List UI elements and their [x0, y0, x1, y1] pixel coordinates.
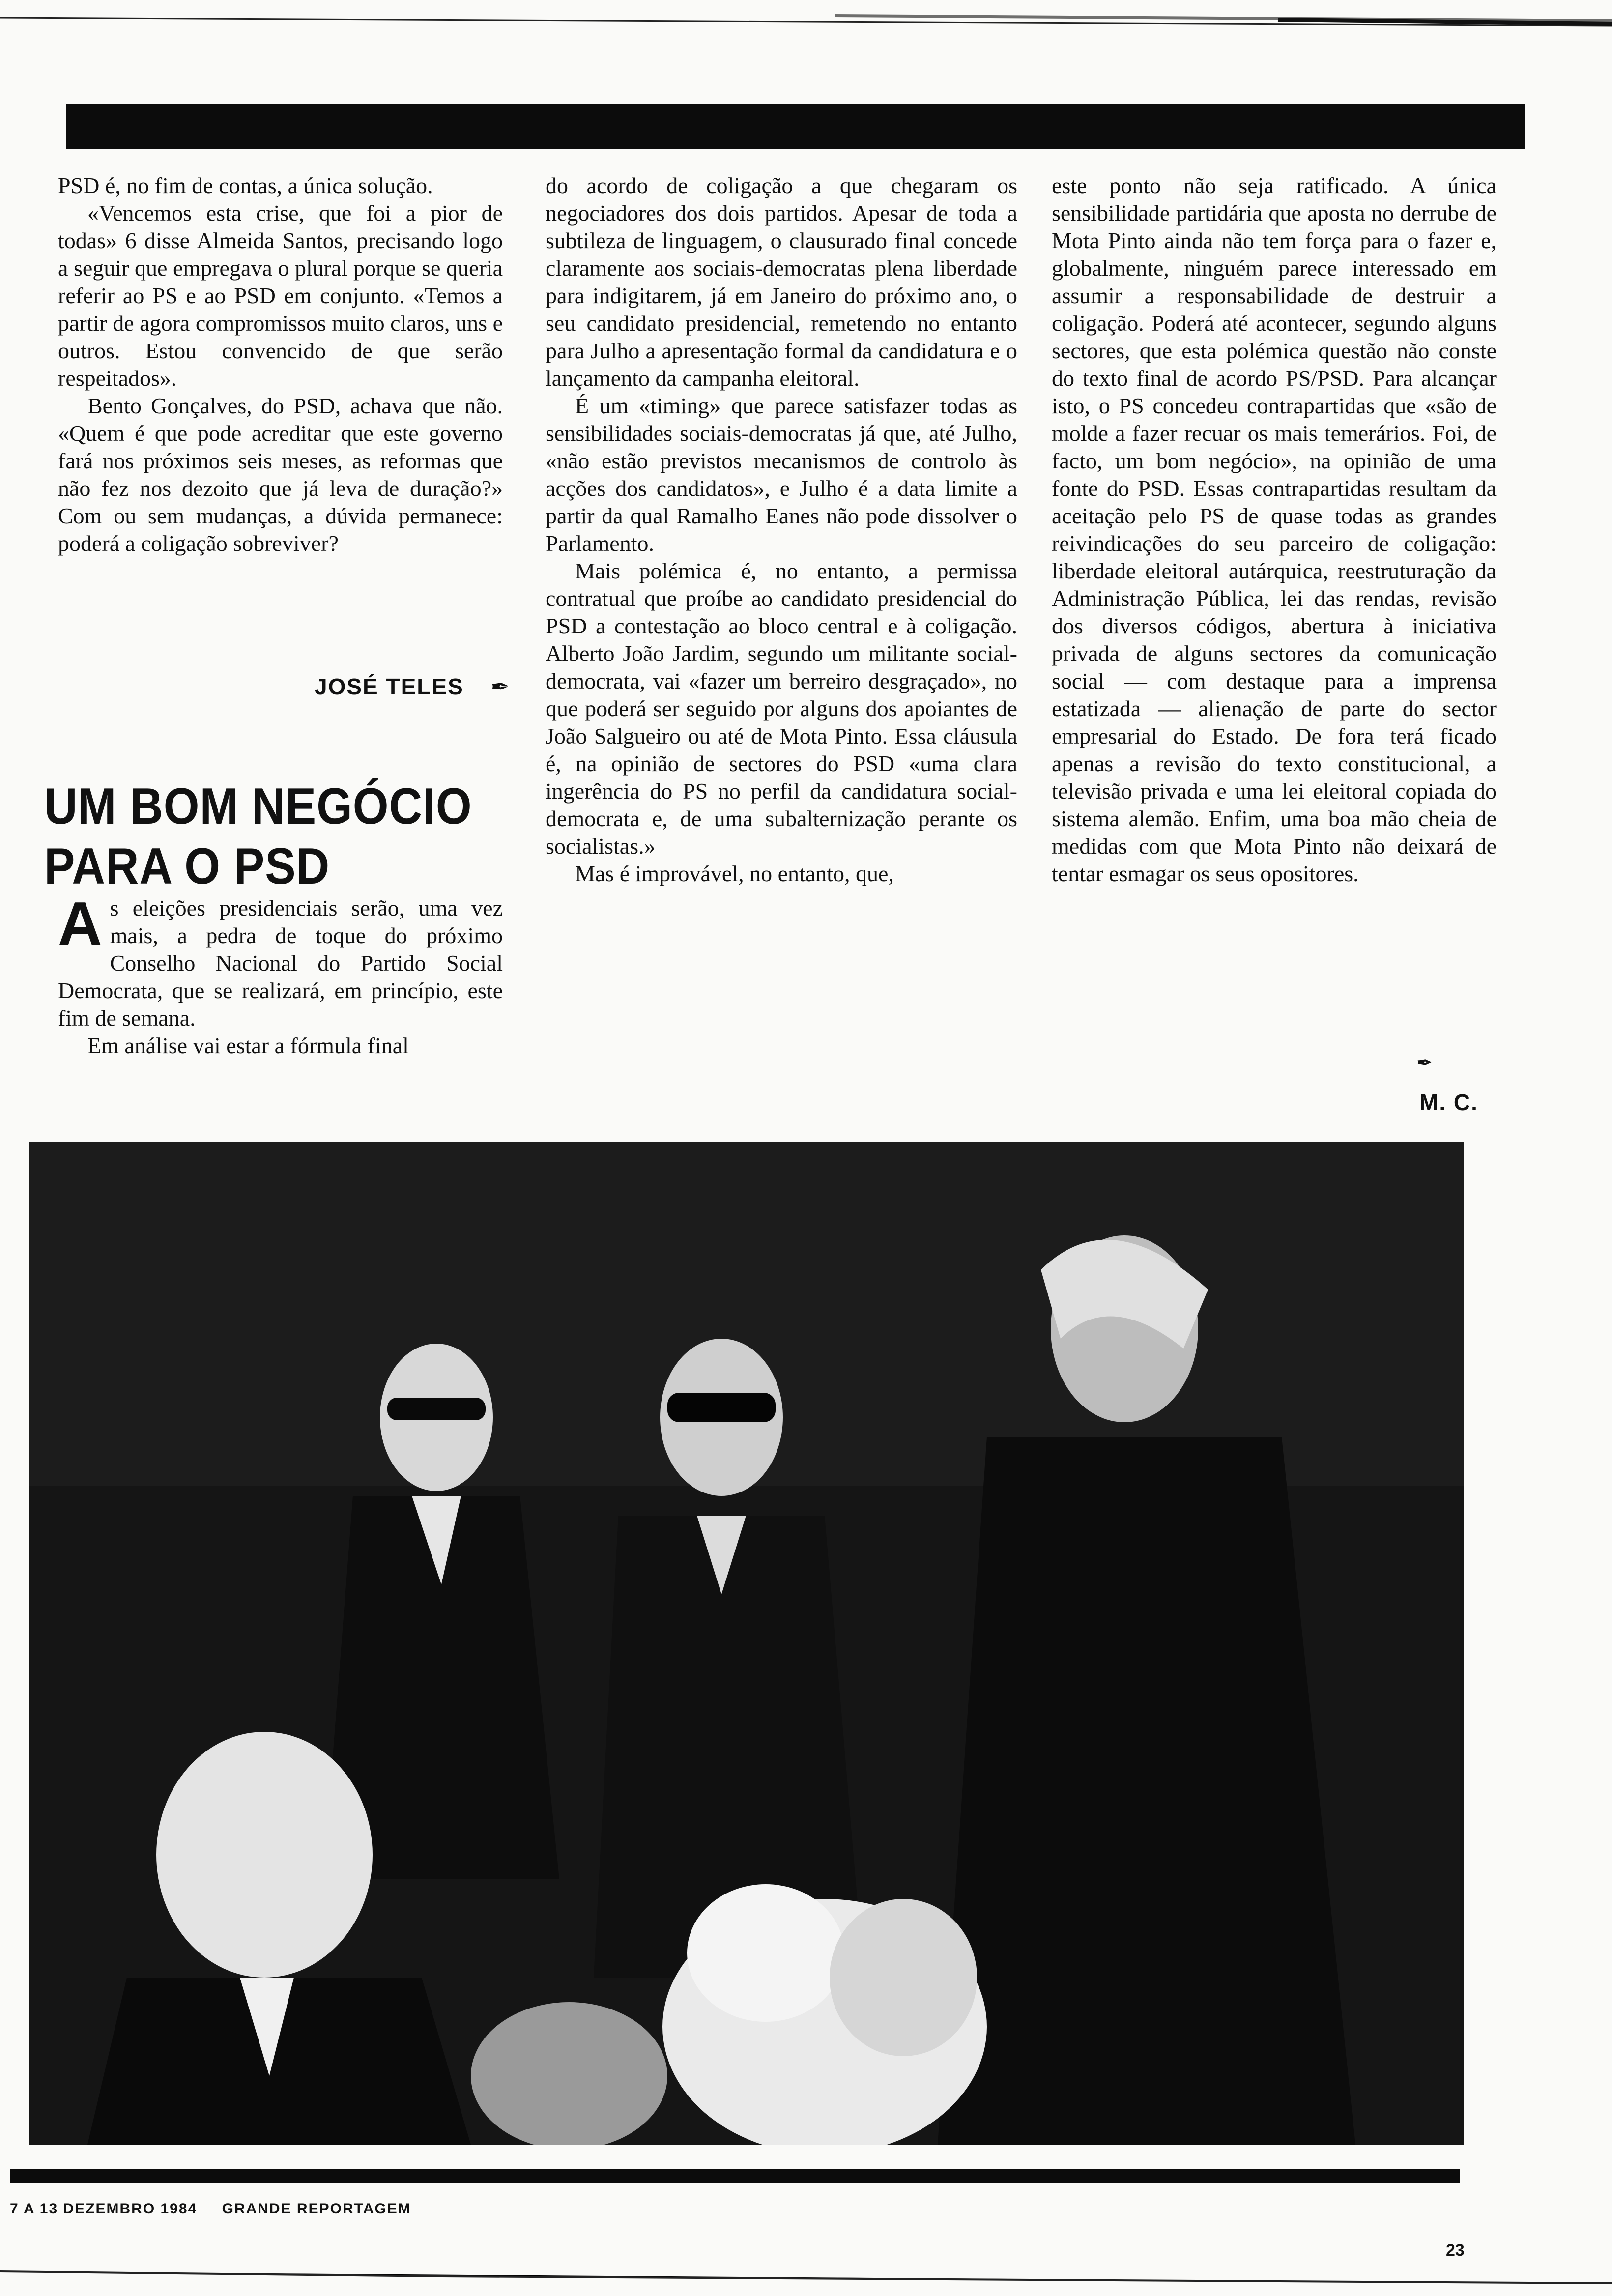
article2-paragraph: Mas é improvável, no entanto, que, — [575, 861, 894, 886]
scan-edge-top — [0, 11, 1612, 30]
page-number: 23 — [1446, 2241, 1465, 2260]
section-banner — [66, 104, 1525, 149]
article2-paragraph: do acordo de coligação a que chegaram os negociadores dos dois partidos. Apesar de toda a subtileza de linguagem, o clausurado final concede claramente aos sociais-democratas plena liberdade para indigitarem, já em Janeiro do próximo ano, o seu candidato presidencial, remetendo no entanto para Julho a apresentação formal da candidatura e o lançamento da campanha eleitoral. — [546, 173, 1017, 391]
headline-line: UM BOM NEGÓCIO — [44, 778, 472, 835]
article1-paragraph: Bento Gonçalves, do PSD, achava que não. «Quem é que pode acreditar que este governo fará nos próximos seis meses, as reformas que não fez nos dezoito que já leva de duração?» Com ou sem mudanças, a dúvida permanece: poderá a coligação sobreviver? — [58, 393, 503, 556]
footer-rule — [10, 2169, 1460, 2183]
article2-lead — [58, 890, 503, 1060]
author-mark-icon: ✒ — [1416, 1052, 1434, 1074]
lead-paragraph: s eleições presidenciais serão, uma vez mais, a pedra de toque do próximo Conselho Nacional do Partido Social Democrata, que se realizará, em princípio, este fim de semana. — [58, 895, 503, 1031]
article1-paragraph: «Vencemos esta crise, que foi a pior de todas» 6 disse Almeida Santos, precisando logo a seguir que empregava o plural porque se queria referir ao PS e ao PSD em conjunto. «Temos a partir de agora compromissos muito claros, uns e outros. Estou convencido de que serão respeitados». — [58, 201, 503, 391]
article2-paragraph: É um «timing» que parece satisfazer todas as sensibilidades sociais-democratas já que, até Julho, «não estão previstos mecanismos de controlo às acções dos candidatos», e Julho é a data limite a partir da qual Ramalho Eanes não pode dissolver o Parlamento. — [546, 393, 1017, 556]
publication-name: GRANDE REPORTAGEM — [222, 2201, 411, 2217]
article1-paragraph: PSD é, no fim de contas, a única solução. — [58, 173, 433, 198]
article2-column-2 — [546, 172, 1017, 888]
article2-column-3 — [1052, 172, 1497, 888]
page-footer — [10, 2201, 411, 2217]
drop-cap: A — [58, 890, 102, 958]
author-mark-icon: ✒ — [490, 674, 511, 699]
article2-paragraph: este ponto não seja ratificado. A única sensibilidade partidária que aposta no derrube de Mota Pinto ainda não tem força para o fazer e, globalmente, ninguém parece interessado em assumir a responsabilidade de destruir a coligação. Poderá até acontecer, segundo alguns sectores, que esta polémica questão não conste do texto final de acordo PS/PSD. Para alcançar isto, o PS concedeu contrapartidas que «são de molde a fazer recuar os mais temerários. Foi, de facto, um bom negócio», na opinião de uma fonte do PSD. Essas contrapartidas resultam da aceitação pelo PS de quase todas as grandes reivindicações do seu parceiro de coligação: liberdade eleitoral autárquica, reestruturação da Administração Pública, lei das rendas, revisão dos diversos códigos, abertura à iniciativa privada de alguns sectores da comunicação social — com destaque para a imprensa estatizada — alienação de parte do sector empresarial do Estado. De fora terá ficado apenas a revisão do texto constitucional, a televisão privada e uma lei eleitoral copiada do sistema alemão. Enfim, uma boa mão cheia de medidas com que Mota Pinto não deixará de tentar esmagar os seus opositores. — [1052, 173, 1497, 886]
article2-headline — [44, 776, 472, 896]
press-photo — [29, 1142, 1464, 2145]
scan-edge-bottom — [0, 2267, 1612, 2286]
article2-author: M. C. — [1419, 1090, 1478, 1115]
article2-paragraph: Mais polémica é, no entanto, a permissa contratual que proíbe ao candidato presidencial do PSD a contestação ao bloco central e à coligação. Alberto João Jardim, segundo um militante social-democrata, vai «fazer um berreiro desgraçado», no que poderá ser seguido por alguns dos apoiantes de João Salgueiro ou até de Mota Pinto. Essa cláusula é, na opinião de sectores do PSD «uma clara ingerência do PS no perfil da candidatura social-democrata e, de uma subalternização perante os socialistas.» — [546, 558, 1017, 859]
article1-byline — [315, 673, 511, 700]
headline-line: PARA O PSD — [44, 838, 330, 895]
press-photo-politicians-icon — [29, 1142, 1464, 2145]
issue-date: 7 A 13 DEZEMBRO 1984 — [10, 2201, 198, 2217]
article1-column — [58, 172, 503, 557]
lead-paragraph: Em análise vai estar a fórmula final — [87, 1033, 409, 1058]
author-name: JOSÉ TELES — [315, 674, 464, 699]
